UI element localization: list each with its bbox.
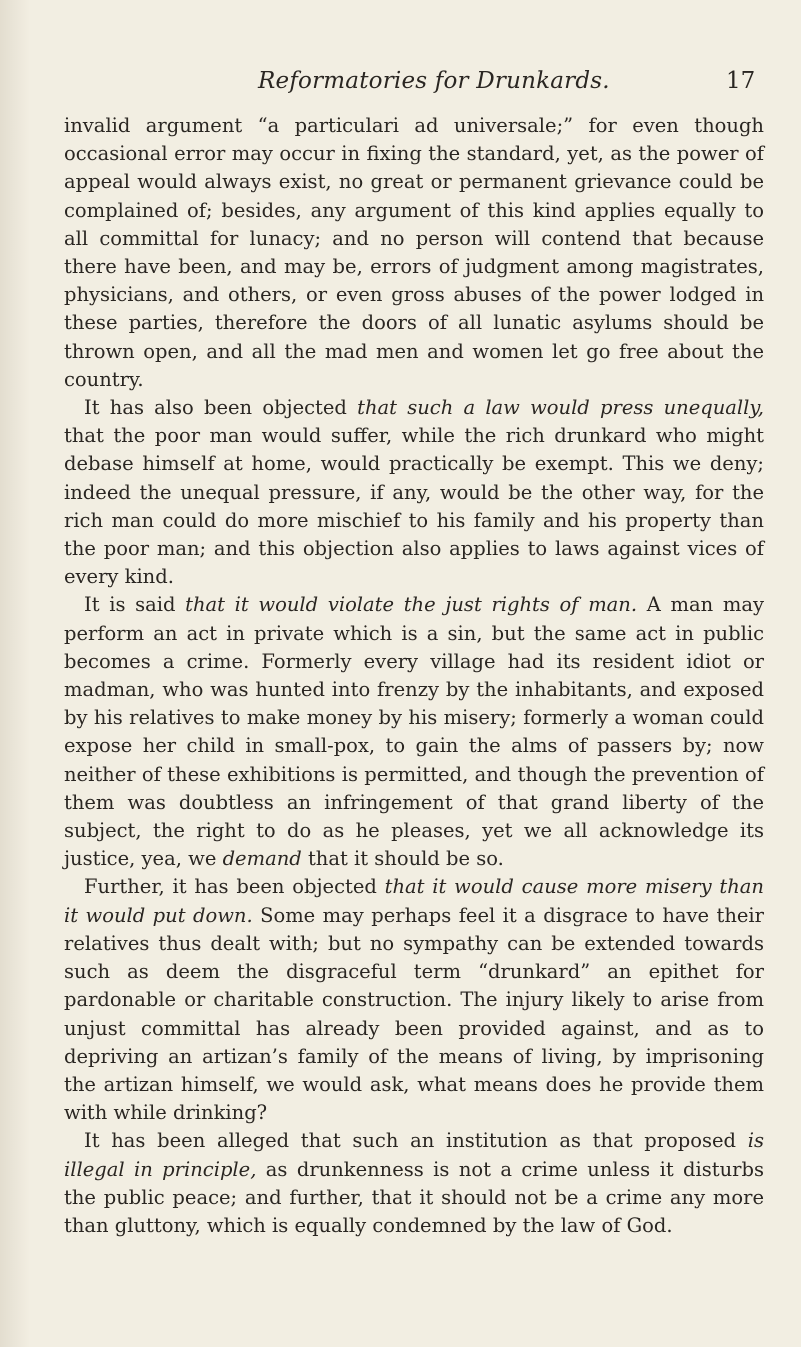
paragraph-3-italic-b: demand — [222, 847, 302, 871]
paragraph-3 — [64, 591, 764, 873]
page-header — [0, 68, 801, 108]
body-text — [64, 112, 764, 1240]
paragraph-5 — [64, 1127, 764, 1240]
paragraph-3-text-c: that it should be so. — [301, 847, 504, 871]
paragraph-4 — [64, 873, 764, 1127]
paragraph-2 — [64, 394, 764, 591]
paragraph-1 — [64, 112, 764, 394]
page-number: 17 — [726, 68, 756, 94]
paragraph-2-text-b: that the poor man would suffer, while the rich drunkard who might debase himself at home, would practically be exempt. This we deny; indeed the unequal pressure, if any, would be the other way, for the rich man could do more mischief to his family and his property than the poor man; and this objection also applies to laws against vices of every kind. — [64, 424, 764, 589]
running-title: Reformatories for Drunkards. — [258, 68, 610, 94]
paragraph-4-text-a: Further, it has been objected — [84, 875, 385, 899]
paragraph-3-text-b: A man may perform an act in private which is a sin, but the same act in public becomes a crime. Formerly every village had its resident idiot or madman, who was hunted into frenzy by the inhabitants, and exposed by his relatives to make money by his misery; formerly a woman could expose her child in small-pox, to gain the alms of passers by; now neither of these exhibitions is permitted, and though the prevention of them was doubtless an infringement of that grand liberty of the subject, the right to do as he pleases, yet we all acknowledge its justice, yea, we — [64, 593, 764, 871]
paragraph-3-italic-a: that it would violate the just rights of man. — [185, 593, 638, 617]
paragraph-2-italic: that such a law would press unequally, — [357, 396, 765, 420]
paragraph-3-text-a: It is said — [84, 593, 186, 617]
paragraph-5-italic: is illegal in principle, — [64, 1129, 764, 1181]
paragraph-5-text-a: It has been alleged that such an institution as that proposed — [84, 1129, 748, 1153]
paragraph-2-text-a: It has also been objected — [84, 396, 358, 420]
paragraph-5-text-b: as drunkenness is not a crime unless it disturbs the public peace; and further, that it should not be a crime any more than gluttony, which is equally condemned by the law of God. — [64, 1157, 764, 1237]
paragraph-1-text: invalid argument “a particulari ad universale;” for even though occasional error may occur in fixing the standard, yet, as the power of appeal would always exist, no great or permanent grievance could be complained of; besides, any argument of this kind applies equally to all committal for lunacy; and no person will contend that because there have been, and may be, errors of judgment among magistrates, physicians, and others, or even gross abuses of the power lodged in these parties, therefore the doors of all lunatic asylums should be thrown open, and all the mad men and women let go free about the country. — [64, 114, 764, 391]
paragraph-4-italic: that it would cause more misery than it would put down. — [64, 875, 764, 927]
paragraph-4-text-b: Some may perhaps feel it a disgrace to have their relatives thus dealt with; but no sympathy can be extended towards such as deem the disgraceful term “drunkard” an epithet for pardonable or charitable construction. The injury likely to arise from unjust committal has already been provided against, and as to depriving an artizan’s family of the means of living, by imprisoning the artizan himself, we would ask, what means does he provide them with while drinking? — [64, 903, 764, 1125]
